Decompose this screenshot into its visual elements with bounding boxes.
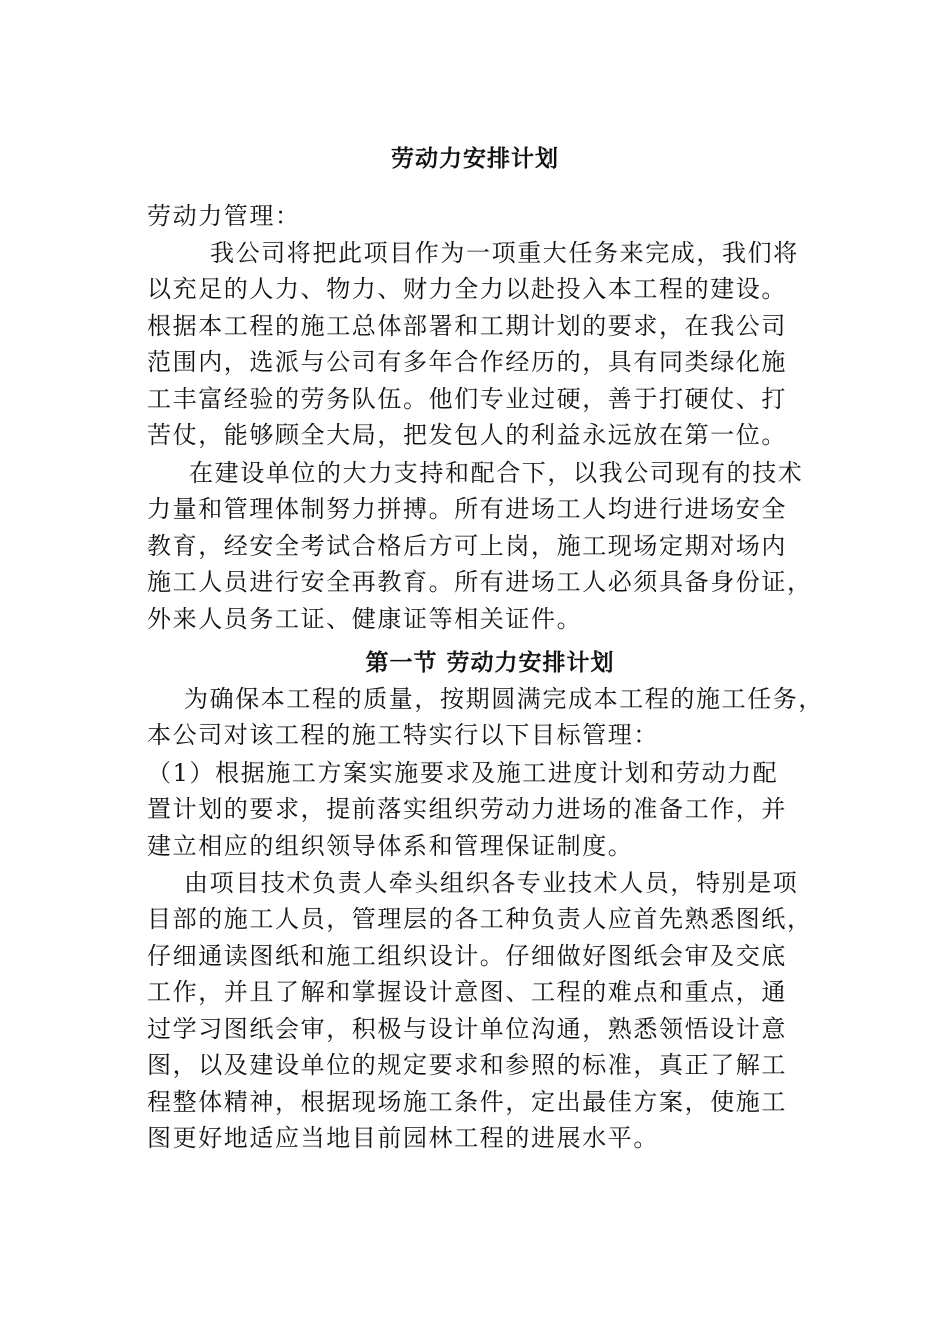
paragraph-line: 我公司将把此项目作为一项重大任务来完成，我们将	[210, 239, 799, 267]
paragraph-line: 本公司对该工程的施工特实行以下目标管理：	[147, 721, 659, 749]
labor-management-heading: 劳动力管理：	[147, 202, 301, 230]
paragraph-line: （1）根据施工方案实施要求及施工进度计划和劳动力配	[147, 759, 779, 787]
paragraph-line: 施工人员进行安全再教育。所有进场工人必须具备身份证，	[147, 568, 813, 596]
paragraph-line: 范围内，选派与公司有多年合作经历的，具有同类绿化施	[147, 348, 787, 376]
paragraph-line: 为确保本工程的质量，按期圆满完成本工程的施工任务，	[184, 685, 824, 713]
paragraph-line: 苦仗，能够顾全大局，把发包人的利益永远放在第一位。	[147, 421, 787, 449]
paragraph-line: 建立相应的组织领导体系和管理保证制度。	[147, 832, 634, 860]
paragraph-line: 由项目技术负责人牵头组织各专业技术人员，特别是项	[184, 869, 799, 897]
paragraph-line: 工作，并且了解和掌握设计意图、工程的难点和重点，通	[147, 978, 787, 1006]
paragraph-line: 以充足的人力、物力、财力全力以赴投入本工程的建设。	[147, 275, 787, 303]
paragraph-line: 教育，经安全考试合格后方可上岗，施工现场定期对场内	[147, 532, 787, 560]
paragraph-line: 外来人员务工证、健康证等相关证件。	[147, 605, 583, 633]
paragraph-line: 过学习图纸会审，积极与设计单位沟通，熟悉领悟设计意	[147, 1015, 787, 1043]
paragraph-line: 程整体精神，根据现场施工条件，定出最佳方案，使施工	[147, 1088, 787, 1116]
paragraph-line: 图，以及建设单位的规定要求和参照的标准，真正了解工	[147, 1051, 787, 1079]
section-title: 第一节 劳动力安排计划	[365, 649, 615, 676]
paragraph-line: 在建设单位的大力支持和配合下，以我公司现有的技术	[189, 459, 804, 487]
paragraph-line: 工丰富经验的劳务队伍。他们专业过硬，善于打硬仗、打	[147, 385, 787, 413]
paragraph-line: 置计划的要求，提前落实组织劳动力进场的准备工作，并	[147, 795, 787, 823]
paragraph-line: 仔细通读图纸和施工组织设计。仔细做好图纸会审及交底	[147, 942, 787, 970]
paragraph-line: 力量和管理体制努力拼搏。所有进场工人均进行进场安全	[147, 495, 787, 523]
paragraph-line: 目部的施工人员，管理层的各工种负责人应首先熟悉图纸，	[147, 905, 813, 933]
document-title: 劳动力安排计划	[391, 145, 559, 172]
paragraph-line: 图更好地适应当地目前园林工程的进展水平。	[147, 1124, 659, 1152]
paragraph-line: 根据本工程的施工总体部署和工期计划的要求，在我公司	[147, 312, 787, 340]
